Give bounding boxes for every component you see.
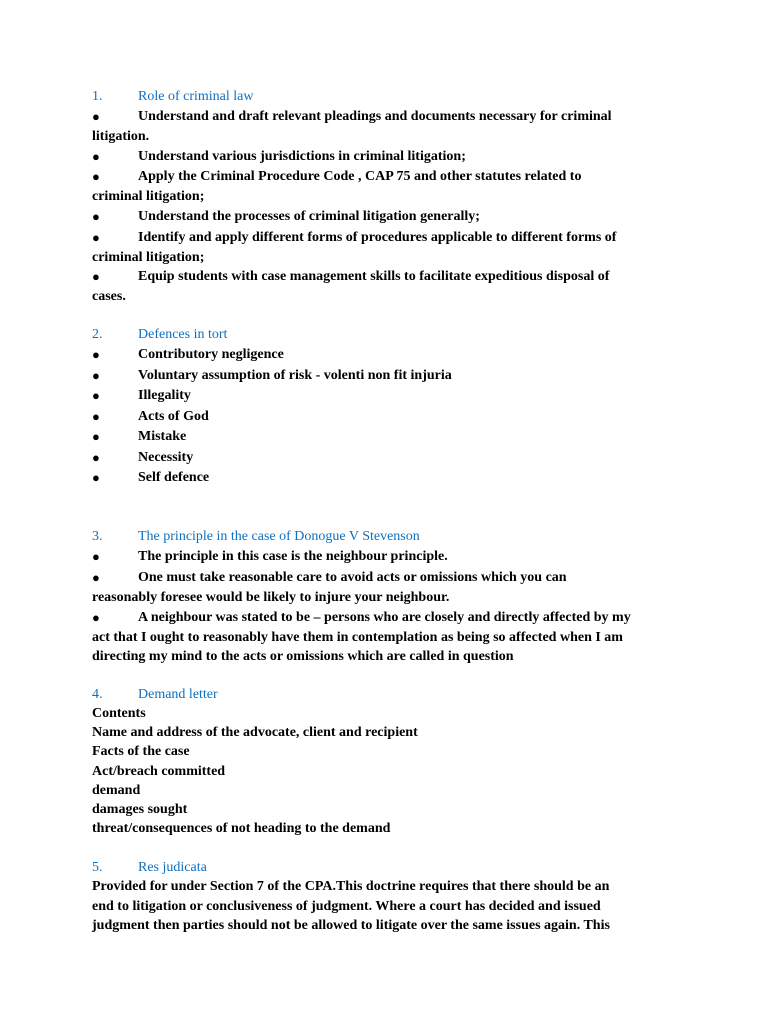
section-title: Role of criminal law — [138, 89, 254, 104]
bullet: ● — [92, 570, 100, 585]
section-number: 2. — [92, 327, 103, 342]
bullet: ● — [92, 209, 100, 224]
bullet: ● — [92, 388, 100, 403]
section-title: Demand letter — [138, 687, 218, 702]
bullet: ● — [92, 610, 100, 625]
section-number: 3. — [92, 529, 103, 544]
section-title: Defences in tort — [138, 327, 228, 342]
paragraph: Provided for under Section 7 of the CPA.This doctrine requires that there should be an end to litigation or conclusiveness of judgment. Where a court has decided and issued judgment then parties should not be allowed to litigate over the same issues again. This — [92, 879, 610, 933]
section-title: The principle in the case of Donogue V Stevenson — [138, 529, 420, 544]
section-number: 4. — [92, 687, 103, 702]
text-line: damages sought — [92, 802, 188, 817]
text-line: Facts of the case — [92, 744, 190, 759]
bullet: ● — [92, 429, 100, 444]
section-number: 1. — [92, 89, 103, 104]
text-line: Act/breach committed — [92, 764, 226, 779]
section-number: 5. — [92, 860, 103, 875]
document-page: 1. Role of criminal law ● Understand and draft relevant pleadings and documents necessary for criminal litigation. ● Understand various jurisdictions in criminal litigation; ● Apply the Criminal Procedure Code , CAP 75 and other statutes related to criminal litigation; ● Understand the processes of criminal litigation generally; ● Identify and apply different forms of procedures applicable to different forms of criminal litigation; ● Equip students with case management skills to facilitate expeditious disposal of cases. 2. Defences in tort ● Contributory negligence ● Voluntary assumption of risk - volenti non fit injuria ● Illegality ● Acts of God ● Mistake ● Necessity ● Self defence 3. The principle in the case of Donogue V Stevenson ● The principle in this case is the neighbour principle. ● One must take reasonable care to avoid acts or omissions which you can reasonably foresee would be likely to injure your neighbour. ● A neighbour was stated to be – persons who are closely and directly affected by my act that I ought to reasonably have them in contemplation as being so affected when I am directing my mind to the acts or omissions which are called in question 4. Demand letter Contents Name and address of the advocate, client and recipient Facts of the case Act/breach committed demand damages sought threat/consequences of not heading to the demand 5. Res judicata Provided for under Section 7 of the CPA.This doctrine requires that there should be an end to litigation or conclusiveness of judgment. Where a court has decided and issued judgment then parties should not be allowed to litigate over the same issues again. This — [0, 0, 768, 1024]
bullet: ● — [92, 149, 100, 164]
text-line: threat/consequences of not heading to the demand — [92, 821, 391, 836]
bullet: ● — [92, 169, 100, 184]
bullet: ● — [92, 450, 100, 465]
bullet: ● — [92, 347, 100, 362]
bullet: ● — [92, 109, 100, 124]
bullet: ● — [92, 549, 100, 564]
text-line: demand — [92, 783, 141, 798]
text-line: Name and address of the advocate, client and recipient — [92, 725, 418, 740]
bullet: ● — [92, 368, 100, 383]
bullet: ● — [92, 230, 100, 245]
text-line: Contents — [92, 706, 146, 721]
bullet: ● — [92, 409, 100, 424]
section-title: Res judicata — [138, 860, 207, 875]
bullet: ● — [92, 470, 100, 485]
bullet: ● — [92, 269, 100, 284]
